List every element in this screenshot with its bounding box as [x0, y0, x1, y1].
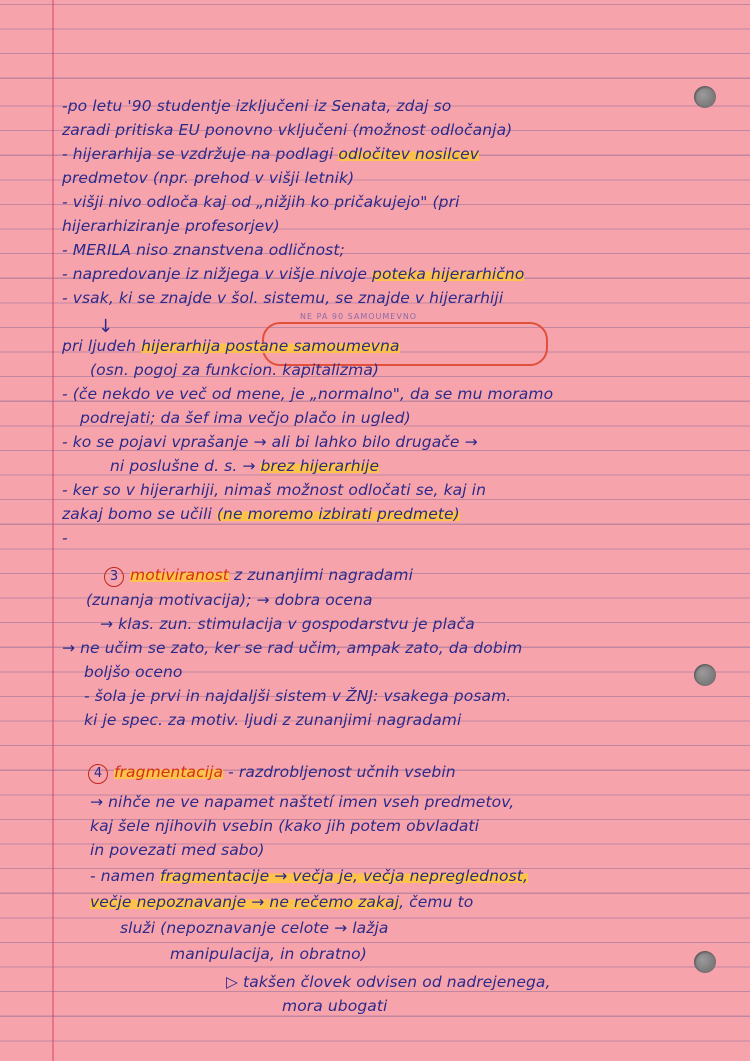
note-line: (osn. pogoj za funkcion. kapitalizma) [90, 361, 380, 379]
note-line: - hijerarhija se vzdržuje na podlagi odločitev nosilcev [62, 145, 480, 163]
note-line: - višji nivo odloča kaj od „nižjih ko pričakujejo" (pri [62, 193, 460, 211]
note-line: - MERILA niso znanstvena odličnost; [62, 241, 345, 259]
note-line: -po letu '90 studentje izključeni iz Senata, zdaj so [62, 97, 452, 115]
highlighted-text: poteka hijerarhično [372, 265, 525, 283]
note-line: ki je spec. za motiv. ljudi z zunanjimi nagradami [84, 711, 462, 729]
note-line: (zunanja motivacija); → dobra ocena [86, 591, 373, 609]
note-line: - napredovanje iz nižjega v višje nivoje poteka hijerarhično [62, 265, 525, 283]
note-line: ni poslušne d. s. → brez hijerarhije [110, 457, 380, 475]
note-line: in povezati med sabo) [90, 841, 265, 859]
note-line: hijerarhiziranje profesorjev) [62, 217, 280, 235]
section-heading: 3 motiviranost z zunanjimi nagradami [104, 565, 413, 587]
note-line: služi (nepoznavanje celote → lažja [120, 919, 389, 937]
highlighted-text: motiviranost [130, 566, 229, 584]
note-line: → klas. zun. stimulacija v gospodarstvu je plača [100, 615, 475, 633]
section-number: 3 [104, 567, 124, 587]
note-line: manipulacija, in obratno) [170, 945, 367, 963]
note-line: - (če nekdo ve več od mene, je „normalno", da se mu moramo [62, 385, 554, 403]
note-line: večje nepoznavanje → ne rečemo zakaj, čemu to [90, 893, 474, 911]
note-line: kaj šele njihovih vsebin (kako jih potem obvladati [90, 817, 479, 835]
highlighted-text: večje nepoznavanje → ne rečemo zakaj [90, 893, 400, 911]
note-line: → ne učim se zato, ker se rad učim, ampak zato, da dobim [62, 639, 523, 657]
note-line: - šola je prvi in najdaljši sistem v ŽNJ: vsakega posam. [84, 687, 512, 705]
highlighted-text: brez hijerarhije [260, 457, 380, 475]
note-line: ▷ takšen človek odvisen od nadrejenega, [226, 973, 551, 991]
note-line: - [62, 529, 68, 547]
note-line: pri ljudeh hijerarhija postane samoumevna [62, 337, 400, 355]
note-line: - ker so v hijerarhiji, nimaš možnost odločati se, kaj in [62, 481, 487, 499]
note-line: - ko se pojavi vprašanje → ali bi lahko bilo drugače → [62, 433, 478, 451]
highlighted-text: fragmentacije → večja je, večja nepreglednost, [160, 867, 528, 885]
note-line: predmetov (npr. prehod v višji letnik) [62, 169, 355, 187]
highlighted-text: fragmentacija [114, 763, 224, 781]
section-heading: 4 fragmentacija - razdrobljenost učnih vsebin [88, 762, 456, 784]
note-line: boljšo oceno [84, 663, 183, 681]
faded-annotation: NE PA 90 SAMOUMEVNO [300, 312, 418, 321]
punch-hole [694, 86, 716, 108]
arrow-down-icon: ↓ [98, 316, 114, 337]
note-line: - namen fragmentacije → večja je, večja nepreglednost, [90, 867, 528, 885]
note-line: mora ubogati [282, 997, 388, 1015]
note-line: podrejati; da šef ima večjo plačo in ugled) [80, 409, 411, 427]
highlighted-text: odločitev nosilcev [338, 145, 480, 163]
punch-hole [694, 664, 716, 686]
section-number: 4 [88, 764, 108, 784]
note-line: → nihče ne ve napamet naštetí imen vseh predmetov, [90, 793, 515, 811]
note-line: - vsak, ki se znajde v šol. sistemu, se znajde v hijerarhiji [62, 289, 504, 307]
note-line: zaradi pritiska EU ponovno vključeni (možnost odločanja) [62, 121, 513, 139]
highlighted-text: hijerarhija postane samoumevna [141, 337, 400, 355]
punch-hole [694, 951, 716, 973]
highlighted-text: (ne moremo izbirati predmete) [216, 505, 460, 523]
note-line: zakaj bomo se učili (ne moremo izbirati predmete) [62, 505, 460, 523]
